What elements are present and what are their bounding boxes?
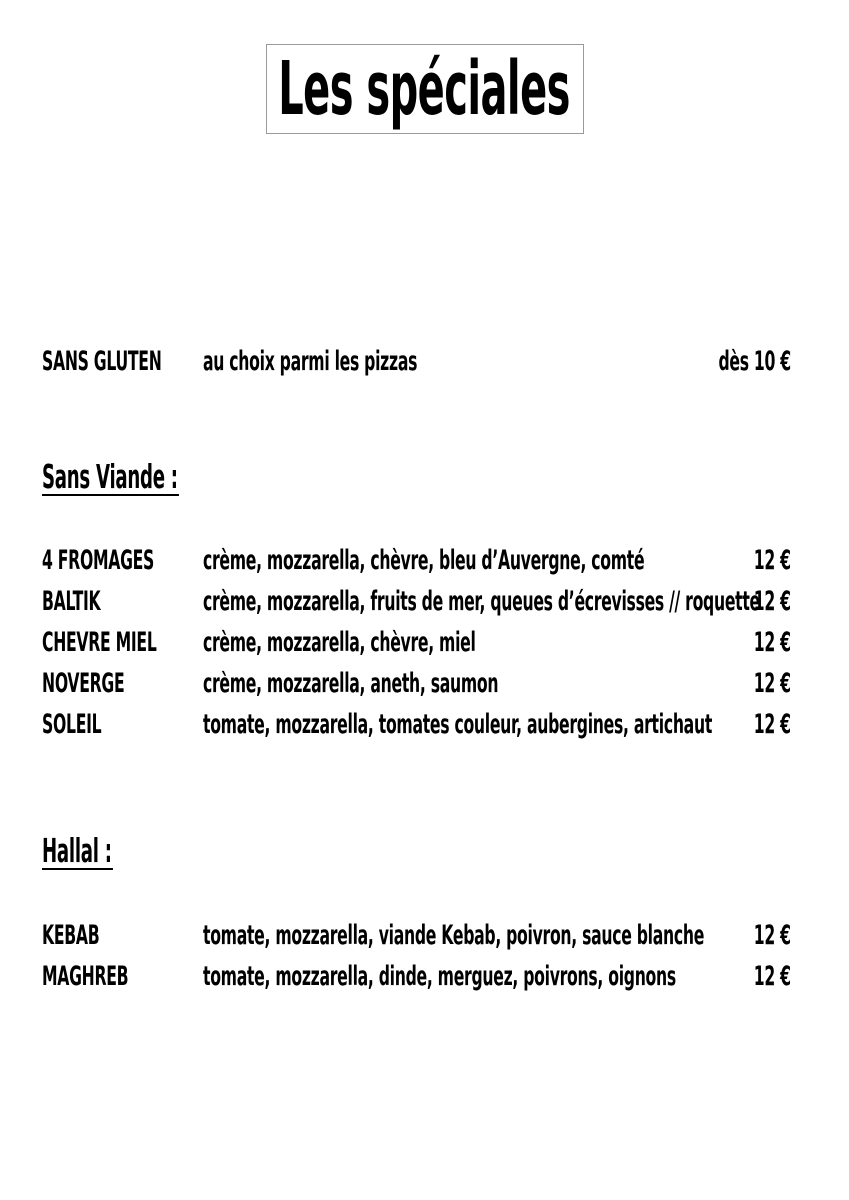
section-heading-hallal <box>42 831 171 870</box>
item-price: 12 € <box>754 709 791 740</box>
item-name: SANS GLUTEN <box>42 345 162 377</box>
page-title: Les spéciales <box>278 46 571 132</box>
menu-item-row-sans-gluten <box>42 341 791 381</box>
item-name: NOVERGE <box>42 668 125 699</box>
item-price: 12 € <box>754 586 791 617</box>
item-price: 12 € <box>754 668 791 699</box>
menu-item-row <box>42 622 791 663</box>
item-name: KEBAB <box>42 920 100 951</box>
section-heading-sans-viande <box>42 457 291 496</box>
item-name: SOLEIL <box>42 709 102 740</box>
item-price: 12 € <box>754 627 791 658</box>
item-description: crème, mozzarella, chèvre, bleu d’Auvergne, comté <box>203 545 645 576</box>
item-description: crème, mozzarella, chèvre, miel <box>203 627 476 658</box>
menu-title-box <box>266 44 584 134</box>
item-price: 12 € <box>754 920 791 951</box>
item-price: 12 € <box>754 961 791 992</box>
item-description: au choix parmi les pizzas <box>203 345 418 377</box>
section-heading-label: Hallal : <box>42 831 112 870</box>
menu-item-row <box>42 704 791 745</box>
menu-item-row <box>42 956 791 997</box>
item-name: CHEVRE MIEL <box>42 627 157 658</box>
menu-item-row <box>42 540 791 581</box>
item-description: tomate, mozzarella, tomates couleur, aubergines, artichaut <box>203 709 713 740</box>
section-items-hallal <box>42 915 791 997</box>
section-items-sans-viande <box>42 540 791 745</box>
section-heading-label: Sans Viande : <box>42 457 178 496</box>
menu-item-row <box>42 581 791 622</box>
item-name: BALTIK <box>42 586 101 617</box>
menu-item-row <box>42 915 791 956</box>
item-description: crème, mozzarella, fruits de mer, queues d’écrevisses // roquette <box>203 586 760 617</box>
item-price: 12 € <box>754 545 791 576</box>
item-name: 4 FROMAGES <box>42 545 155 576</box>
item-price: dès 10 € <box>718 345 791 377</box>
item-description: tomate, mozzarella, viande Kebab, poivron, sauce blanche <box>203 920 705 951</box>
item-description: crème, mozzarella, aneth, saumon <box>203 668 499 699</box>
item-name: MAGHREB <box>42 961 129 992</box>
menu-item-row <box>42 663 791 704</box>
item-description: tomate, mozzarella, dinde, merguez, poivrons, oignons <box>203 961 676 992</box>
